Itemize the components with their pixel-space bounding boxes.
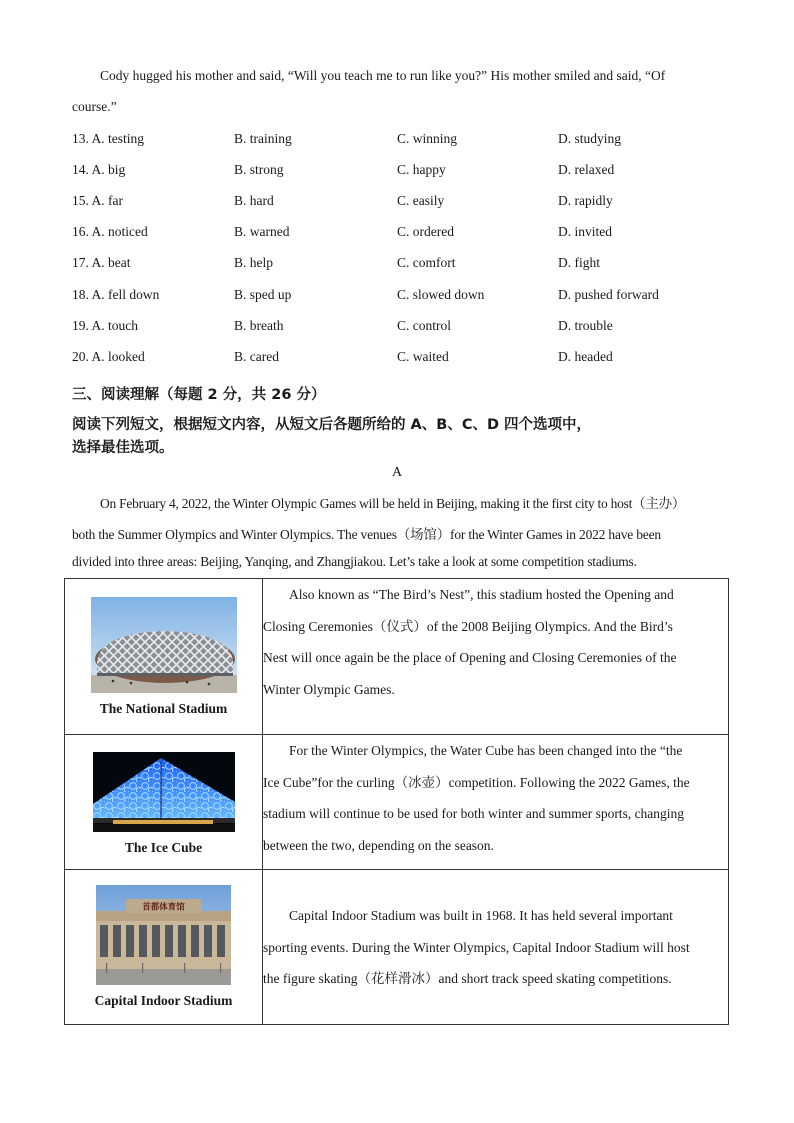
option-b: B. sped up [234, 287, 292, 302]
passage-line-1: On February 4, 2022, the Winter Olympic Games will be held in Beijing, making it the first city to host（主办） [100, 496, 686, 511]
story-line-2: course.” [72, 99, 117, 114]
option-row-19 [72, 318, 752, 338]
desc-line: stadium will continue to be used for both winter and summer sports, changing [263, 806, 685, 821]
stadium-row-ice-cube [65, 735, 729, 870]
option-b: B. breath [234, 318, 284, 333]
section-instruction-2: 选择最佳选项。 [72, 440, 174, 456]
option-a: 16. A. noticed [72, 224, 148, 239]
ice-cube-photo [93, 752, 235, 832]
option-row-18 [72, 287, 752, 307]
desc-line: For the Winter Olympics, the Water Cube has been changed into the “the [289, 743, 683, 758]
option-a: 20. A. looked [72, 349, 145, 364]
option-row-20 [72, 349, 752, 369]
option-d: D. fight [558, 255, 600, 270]
stadium-caption: Capital Indoor Stadium [94, 993, 233, 1008]
option-row-14 [72, 162, 752, 182]
desc-line: Ice Cube”for the curling（冰壶）competition. Following the 2022 Games, the [263, 774, 690, 790]
desc-line: between the two, depending on the season. [263, 837, 494, 853]
option-row-13 [72, 131, 752, 151]
stadium-image-cell [65, 870, 263, 1025]
option-a: 17. A. beat [72, 255, 131, 270]
desc-line: Closing Ceremonies（仪式）of the 2008 Beijing Olympics. And the Bird’s [263, 618, 673, 634]
option-c: C. winning [397, 131, 458, 146]
passage-label: A [391, 465, 403, 480]
option-b: B. help [234, 255, 273, 270]
option-d: D. trouble [558, 318, 613, 333]
option-d: D. studying [558, 131, 622, 146]
stadium-row-national [65, 579, 729, 735]
stadium-table [64, 578, 729, 1025]
option-c: C. waited [397, 349, 449, 364]
section-title: 三、阅读理解（每题 2 分，共 26 分） [72, 387, 326, 403]
capital-stadium-photo [96, 885, 231, 985]
option-row-16 [72, 224, 752, 244]
option-d: D. invited [558, 224, 612, 239]
stadium-description [263, 579, 729, 735]
option-a: 19. A. touch [72, 318, 138, 333]
option-a: 18. A. fell down [72, 287, 160, 302]
passage-line-2: both the Summer Olympics and Winter Olympics. The venues（场馆）for the Winter Games in 2022 have been [72, 527, 661, 542]
option-b: B. hard [234, 193, 274, 208]
option-c: C. control [397, 318, 451, 333]
stadium-caption: The National Stadium [99, 701, 228, 716]
option-b: B. strong [234, 162, 284, 177]
option-c: C. slowed down [397, 287, 485, 302]
option-row-15 [72, 193, 752, 213]
desc-line: Winter Olympic Games. [263, 681, 395, 697]
option-d: D. rapidly [558, 193, 613, 208]
option-row-17 [72, 255, 752, 275]
stadium-description [263, 870, 729, 1025]
option-a: 14. A. big [72, 162, 126, 177]
option-b: B. training [234, 131, 292, 146]
desc-line: Capital Indoor Stadium was built in 1968. It has held several important [289, 908, 673, 923]
option-d: D. headed [558, 349, 613, 364]
stadium-row-capital [65, 870, 729, 1025]
option-a: 13. A. testing [72, 131, 145, 146]
story-line-1: Cody hugged his mother and said, “Will you teach me to run like you?” His mother smiled and said, “Of [100, 68, 666, 83]
option-d: D. pushed forward [558, 287, 659, 302]
desc-line: the figure skating（花样滑冰）and short track speed skating competitions. [263, 971, 672, 986]
stadium-image-cell [65, 579, 263, 735]
option-c: C. comfort [397, 255, 456, 270]
stadium-description [263, 735, 729, 870]
desc-line: Nest will once again be the place of Opening and Closing Ceremonies of the [263, 650, 677, 665]
desc-line: sporting events. During the Winter Olympics, Capital Indoor Stadium will host [263, 939, 690, 955]
section-instruction-1: 阅读下列短文，根据短文内容，从短文后各题所给的 A、B、C、D 四个选项中， [72, 417, 592, 433]
option-a: 15. A. far [72, 193, 123, 208]
stadium-image-cell [65, 735, 263, 870]
option-c: C. happy [397, 162, 446, 177]
stadium-sign: 首都体育馆 [142, 902, 185, 913]
option-b: B. warned [234, 224, 290, 239]
option-b: B. cared [234, 349, 279, 364]
option-c: C. easily [397, 193, 445, 208]
option-d: D. relaxed [558, 162, 615, 177]
passage-line-3: divided into three areas: Beijing, Yanqing, and Zhangjiakou. Let’s take a look at some competition stadiums. [72, 554, 637, 569]
desc-line: Also known as “The Bird’s Nest”, this stadium hosted the Opening and [289, 587, 674, 602]
stadium-caption: The Ice Cube [124, 840, 203, 855]
option-c: C. ordered [397, 224, 454, 239]
birds-nest-photo [91, 597, 237, 693]
